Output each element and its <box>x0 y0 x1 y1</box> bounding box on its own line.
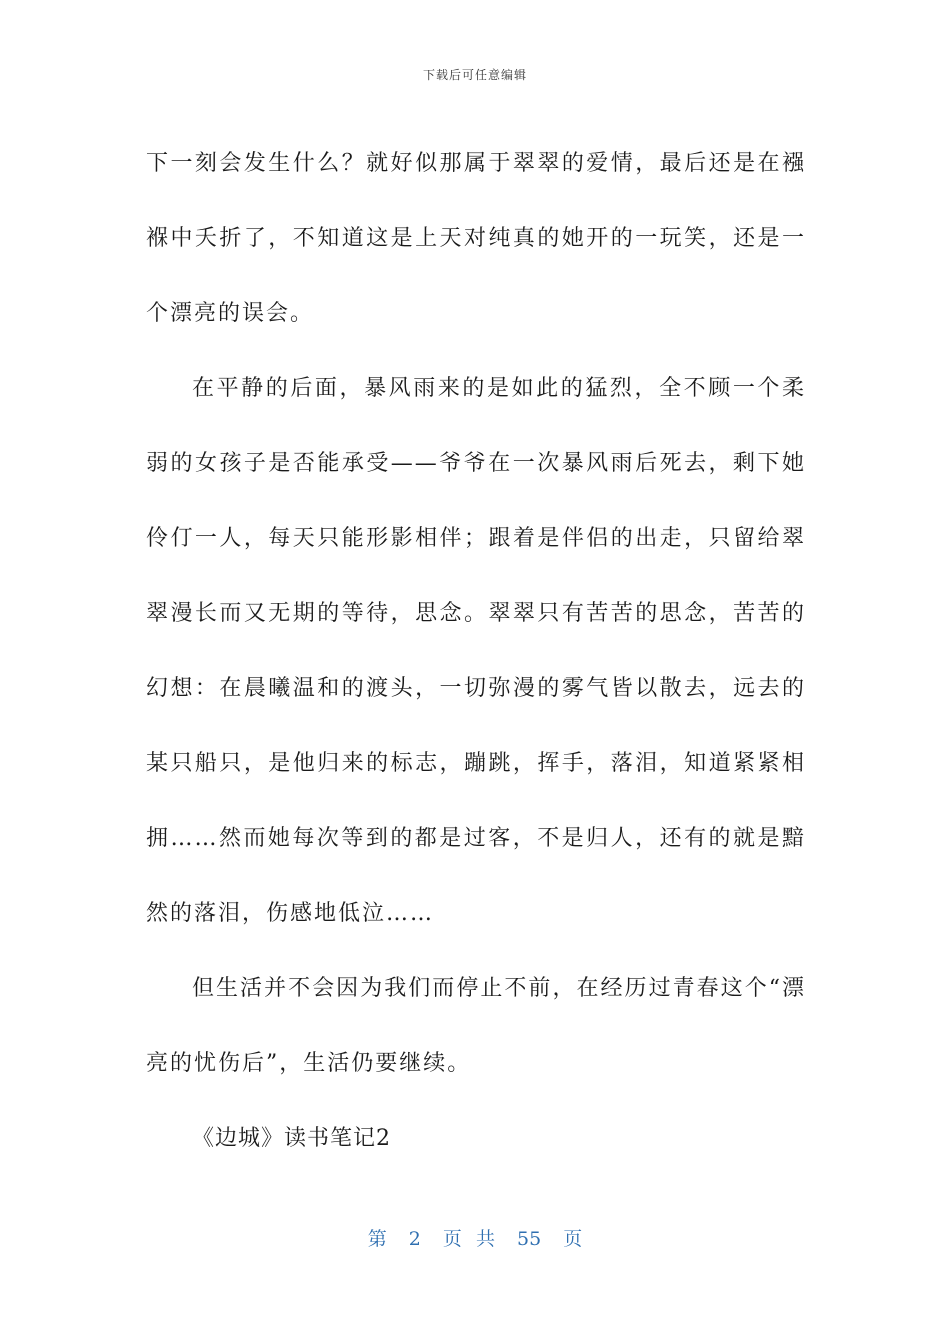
page-footer <box>0 1224 950 1251</box>
footer-suffix: 页 <box>563 1228 583 1250</box>
document-body <box>146 126 806 1176</box>
paragraph-life-goes-on: 但生活并不会因为我们而停止不前，在经历过青春这个“漂亮的忧伤后”，生活仍要继续。 <box>146 976 806 1076</box>
section-title: 《边城》读书笔记2 <box>192 1126 391 1151</box>
footer-prefix: 第 <box>367 1228 387 1250</box>
footer-total-pages: 55 <box>517 1228 542 1250</box>
paragraph-continued: 下一刻会发生什么？就好似那属于翠翠的爱情，最后还是在襁褓中夭折了，不知道这是上天对纯真的她开的一玩笑，还是一个漂亮的误会。 <box>146 151 806 326</box>
page-header: 下载后可任意编辑 <box>422 68 527 82</box>
paragraph-storm: 在平静的后面，暴风雨来的是如此的猛烈，全不顾一个柔弱的女孩子是否能承受——爷爷在一次暴风雨后死去，剩下她伶仃一人，每天只能形影相伴；跟着是伴侣的出走，只留给翠翠漫长而又无期的等待，思念。翠翠只有苦苦的思念，苦苦的幻想：在晨曦温和的渡头，一切弥漫的雾气皆以散去，远去的某只船只，是他归来的标志，蹦跳，挥手，落泪，知道紧紧相拥……然而她每次等到的都是过客，不是归人，还有的就是黯然的落泪，伤感地低泣…… <box>146 376 806 926</box>
footer-page-number: 2 <box>408 1228 421 1250</box>
footer-middle: 页 共 <box>442 1228 495 1250</box>
